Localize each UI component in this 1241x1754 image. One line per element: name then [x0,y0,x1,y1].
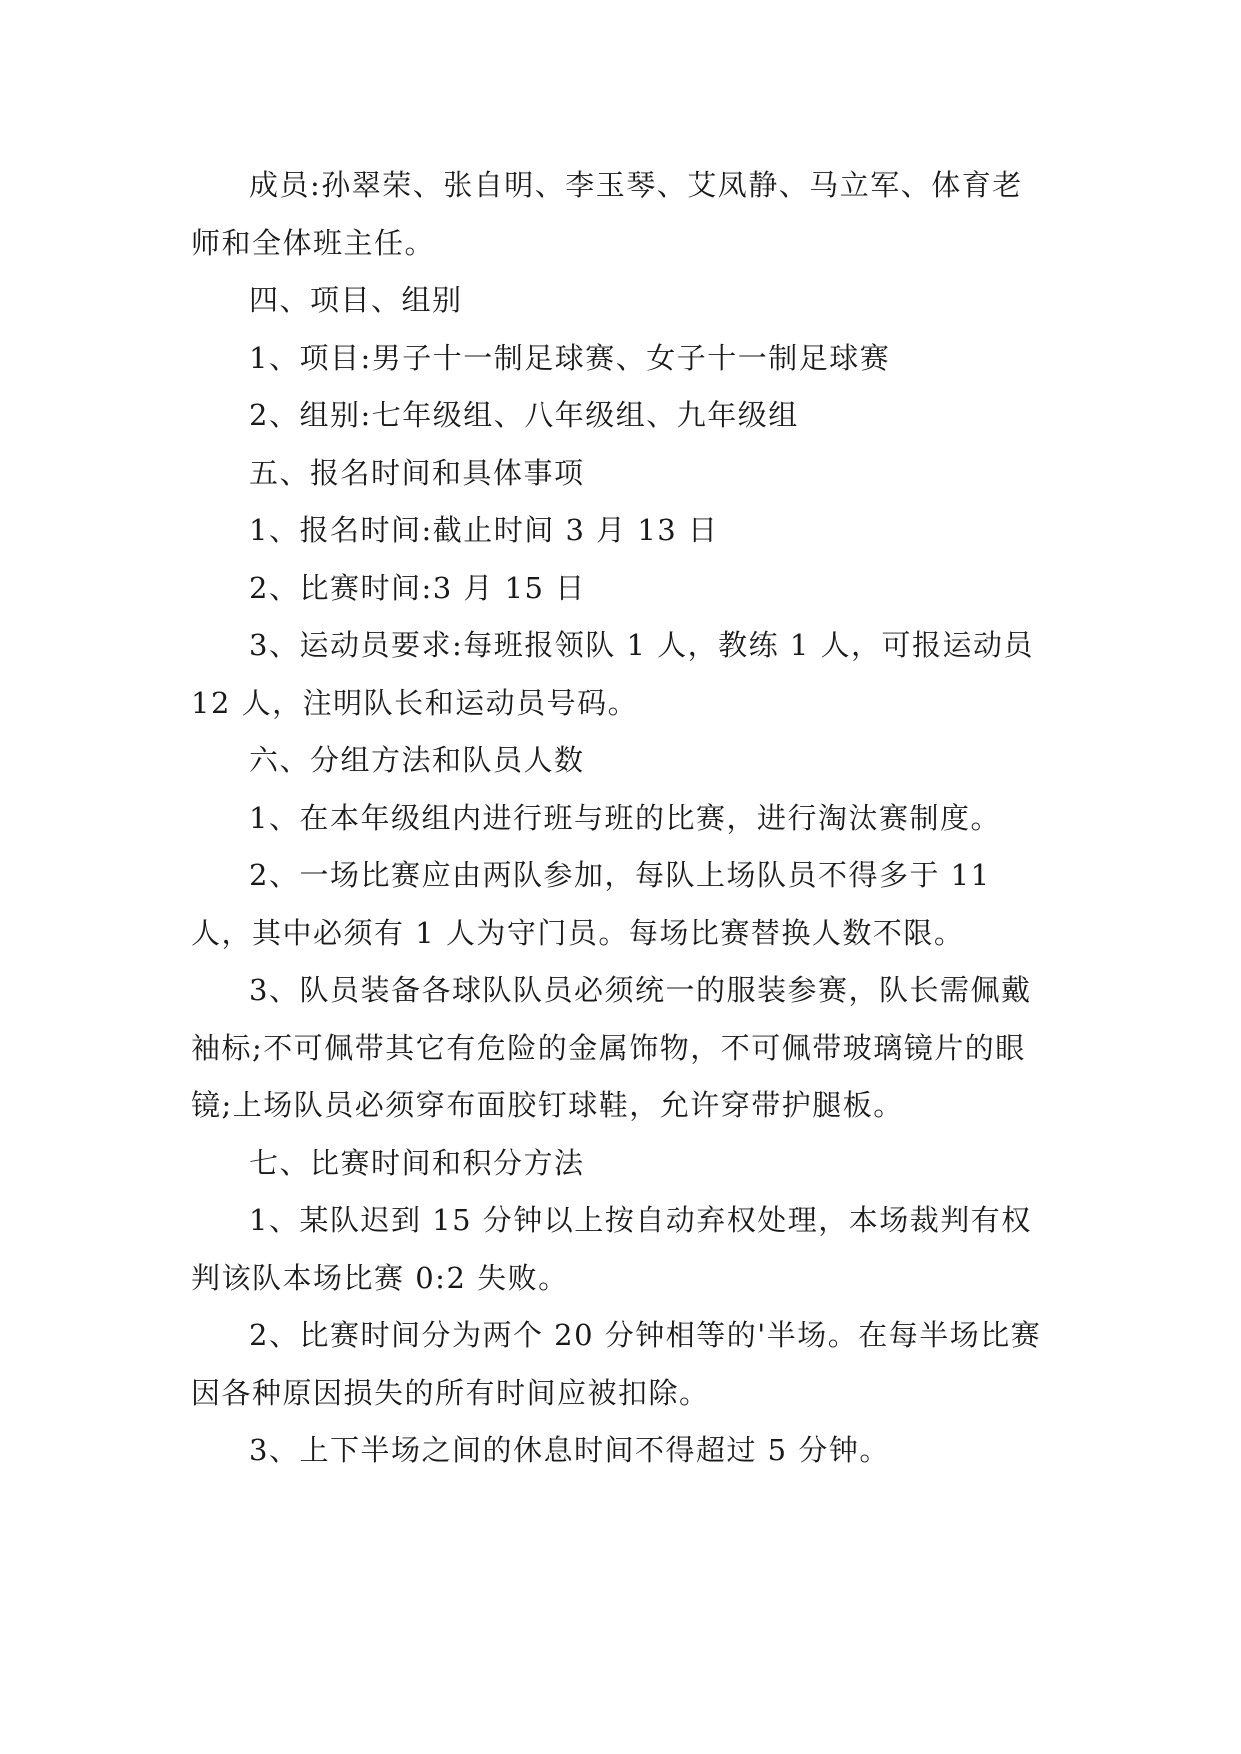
heading-section-5: 五、报名时间和具体事项 [249,455,585,490]
paragraph-scoring-1: 1、某队迟到 15 分钟以上按自动弃权处理，本场裁判有权判该队本场比赛 0:2 失败。 [191,1203,1032,1295]
paragraph-scoring-2: 2、比赛时间分为两个 20 分钟相等的'半场。在每半场比赛因各种原因损失的所有时间应被扣除。 [191,1318,1042,1410]
paragraph-grouping-3: 3、队员装备各球队队员必须统一的服装参赛，队长需佩戴袖标;不可佩带其它有危险的金属饰物，不可佩带玻璃镜片的眼镜;上场队员必须穿布面胶钉球鞋，允许穿带护腿板。 [191,973,1032,1122]
paragraph-groups: 2、组别:七年级组、八年级组、九年级组 [249,398,799,432]
paragraph-grouping-2: 2、一场比赛应由两队参加，每队上场队员不得多于 11 人，其中必须有 1 人为守门员。每场比赛替换人数不限。 [191,858,991,950]
paragraph-scoring-3: 3、上下半场之间的休息时间不得超过 5 分钟。 [249,1433,890,1467]
heading-section-6: 六、分组方法和队员人数 [249,743,585,777]
paragraph-grouping-1: 1、在本年级组内进行班与班的比赛，进行淘汰赛制度。 [249,800,1001,835]
document-body [191,157,1051,1480]
paragraph-registration-time: 1、报名时间:截止时间 3 月 13 日 [249,513,719,547]
heading-section-4: 四、项目、组别 [249,283,463,317]
paragraph-match-time: 2、比赛时间:3 月 15 日 [249,570,586,605]
paragraph-athlete-requirements: 3、运动员要求:每班报领队 1 人，教练 1 人，可报运动员 12 人，注明队长和运动员号码。 [191,628,1034,720]
heading-section-7: 七、比赛时间和积分方法 [249,1145,585,1180]
paragraph-events: 1、项目:男子十一制足球赛、女子十一制足球赛 [249,340,891,375]
paragraph-members: 成员:孙翠荣、张自明、李玉琴、艾凤静、马立军、体育老师和全体班主任。 [191,168,1023,260]
